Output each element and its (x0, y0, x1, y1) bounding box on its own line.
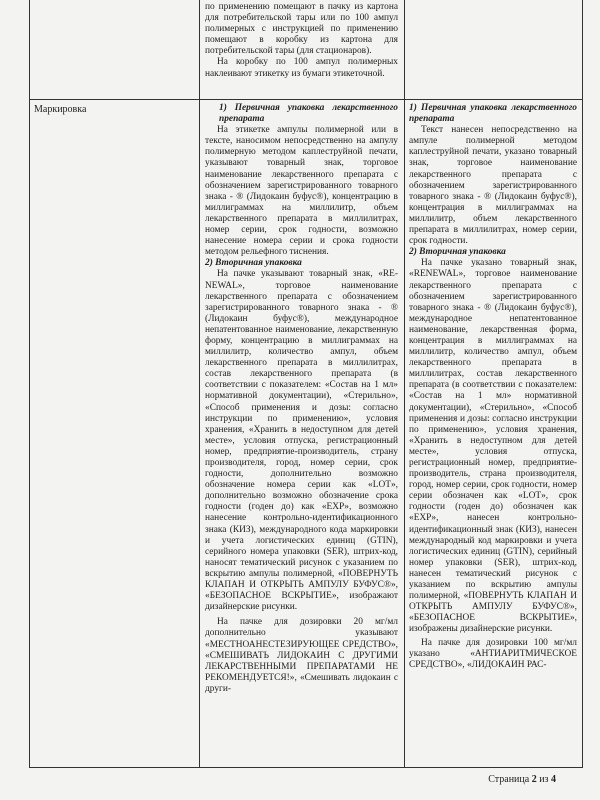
page-of: из (539, 774, 549, 785)
top-middle-cell (205, 2, 398, 80)
primary-packaging-text: На этикетке ампулы полимерной или в тексте, наносимом непосредственно на ампулу полимерную методом каплеструйной печати, указывают товарный знак, торговое наименование лекарственного препарата с обозначением зарегистрированного товарного знака - ® (Лидокаин буфус®), концентрацию в миллиграммах на миллилитр, объем лекарственного препарата в миллилитрах, номер серии, срок годности, возможно нанесение номера серии и срока годности методом рельефного тиснения. (205, 125, 398, 258)
page-current: 2 (531, 774, 537, 785)
page-total: 4 (551, 774, 556, 785)
row-label-marking: Маркировка (34, 104, 87, 115)
table-border-col1 (199, 0, 200, 767)
table-border-bottom (29, 767, 583, 768)
secondary-packaging-heading: 2) Вторичная упаковка (205, 258, 302, 269)
table-border-right (582, 0, 583, 767)
primary-packaging-text-right: Текст нанесен непосредственно на ампуле полимерной методом каплеструйной печати, указано товарный знак, торговое наименование лекарственного препарата с обозначением зарегистрированного товарного знака - ® (Лидокаин буфус®), концентрация в миллиграммах на миллилитр, объем лекарственного препарата в миллилитрах, номер серии, срок годности. (409, 125, 577, 247)
label-paragraph: На коробку по 100 ампул полимерных наклеивают этикетку из бумаги этикеточной. (205, 57, 398, 79)
table-row-divider (29, 99, 583, 100)
primary-packaging-heading-right: 1) Первичная упаковка лекарственного препарата (409, 103, 577, 125)
table-border-col2 (404, 0, 405, 767)
table-border-left (29, 0, 30, 767)
primary-packaging-heading: 1) Первичная упаковка лекарственного препарата (219, 103, 398, 125)
secondary-packaging-text: На пачке указывают товарный знак, «RE-NEWAL», торговое наименование лекарственного препарата с обозначением зарегистрированного товарного знака - ® (Лидокаин буфус®), международное непатентованное наименование, лекарственную форму, концентрацию в миллиграммах на миллилитр, количество ампул, объем лекарственного препарата в миллилитрах, состав лекарственного препарата (в соответствии с показателем: «Состав на 1 мл» нормативной документации), «Стерильно», «Способ применения и дозы: согласно инструкции по применению», условия хранения, «Хранить в недоступном для детей месте», условия отпуска, регистрационный номер, предприятие-производитель, страну производителя, город, номер серии, срок годности, дополнительно возможно обозначение номера серии как «LOT», дополнительно возможно обозначение срока годности (годен до) как «EXP», возможно нанесение контрольно-идентификационного знака (КИЗ), международного кода маркировки и учета логистических единиц (GTIN), серийного номера упаковки (SER), штрих-код, наносят тематический рисунок с указанием по вскрытию ампулы полимерной, «ПОВЕРНУТЬ КЛАПАН И ОТКРЫТЬ АМПУЛУ БУФУС®», «БЕЗОПАСНОЕ ВСКРЫТИЕ», изображают дизайнерские рисунки. (205, 269, 398, 613)
packing-paragraph: по применению помещают в пачку из картона для потребительской тары или по 100 ампул полимерных с инструкцией по применению помещают в коробку из картона для потребительской тары (для стационаров). (205, 2, 398, 57)
middle-cell (205, 103, 398, 695)
right-cell (409, 103, 577, 671)
dosage-20-text: На пачке для дозировки 20 мг/мл дополнительно указывают «МЕСТНОАНЕСТЕЗИРУЮЩЕЕ СРЕДСТВО», «СМЕШИВАТЬ ЛИДОКАИН С ДРУГИМИ ЛЕКАРСТВЕННЫМИ ПРЕПАРАТАМИ НЕ РЕКОМЕНДУЕТСЯ!», «Смешивать лидокаин с други- (205, 617, 398, 694)
secondary-packaging-text-right: На пачке указано товарный знак, «RENEWAL», торговое наименование лекарственного препарата с обозначением зарегистрированного товарного знака - ® (Лидокаин буфус®), международное непатентованное наименование, лекарственная форма, концентрация в миллиграммах на миллилитр, количество ампул, объем лекарственного препарата в миллилитрах, состав лекарственного препарата (в соответствии с показателем: «Состав на 1 мл» нормативной документации), «Стерильно», «Способ применения и дозы: согласно инструкции по применению», условия хранения, «Хранить в недоступном для детей месте», условия отпуска, регистрационный номер, предприятие-производитель, страна производителя, город, номер серии, срок годности, номер серии обозначен как «LOT», срок годности (годен до) обозначен как «EXP», нанесен контрольно-идентификационный знак (КИЗ), нанесен международный код маркировки и учета логистических единиц (GTIN), серийный номер упаковки (SER), штрих-код, нанесен тематический рисунок с указанием по вскрытию ампулы полимерной, «ПОВЕРНУТЬ КЛАПАН И ОТКРЫТЬ АМПУЛУ БУФУС®», «БЕЗОПАСНОЕ ВСКРЫТИЕ», изображены дизайнерские рисунки. (409, 258, 577, 635)
secondary-packaging-heading-right: 2) Вторичная упаковка (409, 247, 506, 258)
dosage-100-text: На пачке для дозировки 100 мг/мл указано «АНТИАРИТМИЧЕСКОЕ СРЕДСТВО», «ЛИДОКАИН РАС- (409, 637, 577, 670)
page-prefix: Страница (488, 774, 530, 785)
page-number (488, 774, 556, 785)
